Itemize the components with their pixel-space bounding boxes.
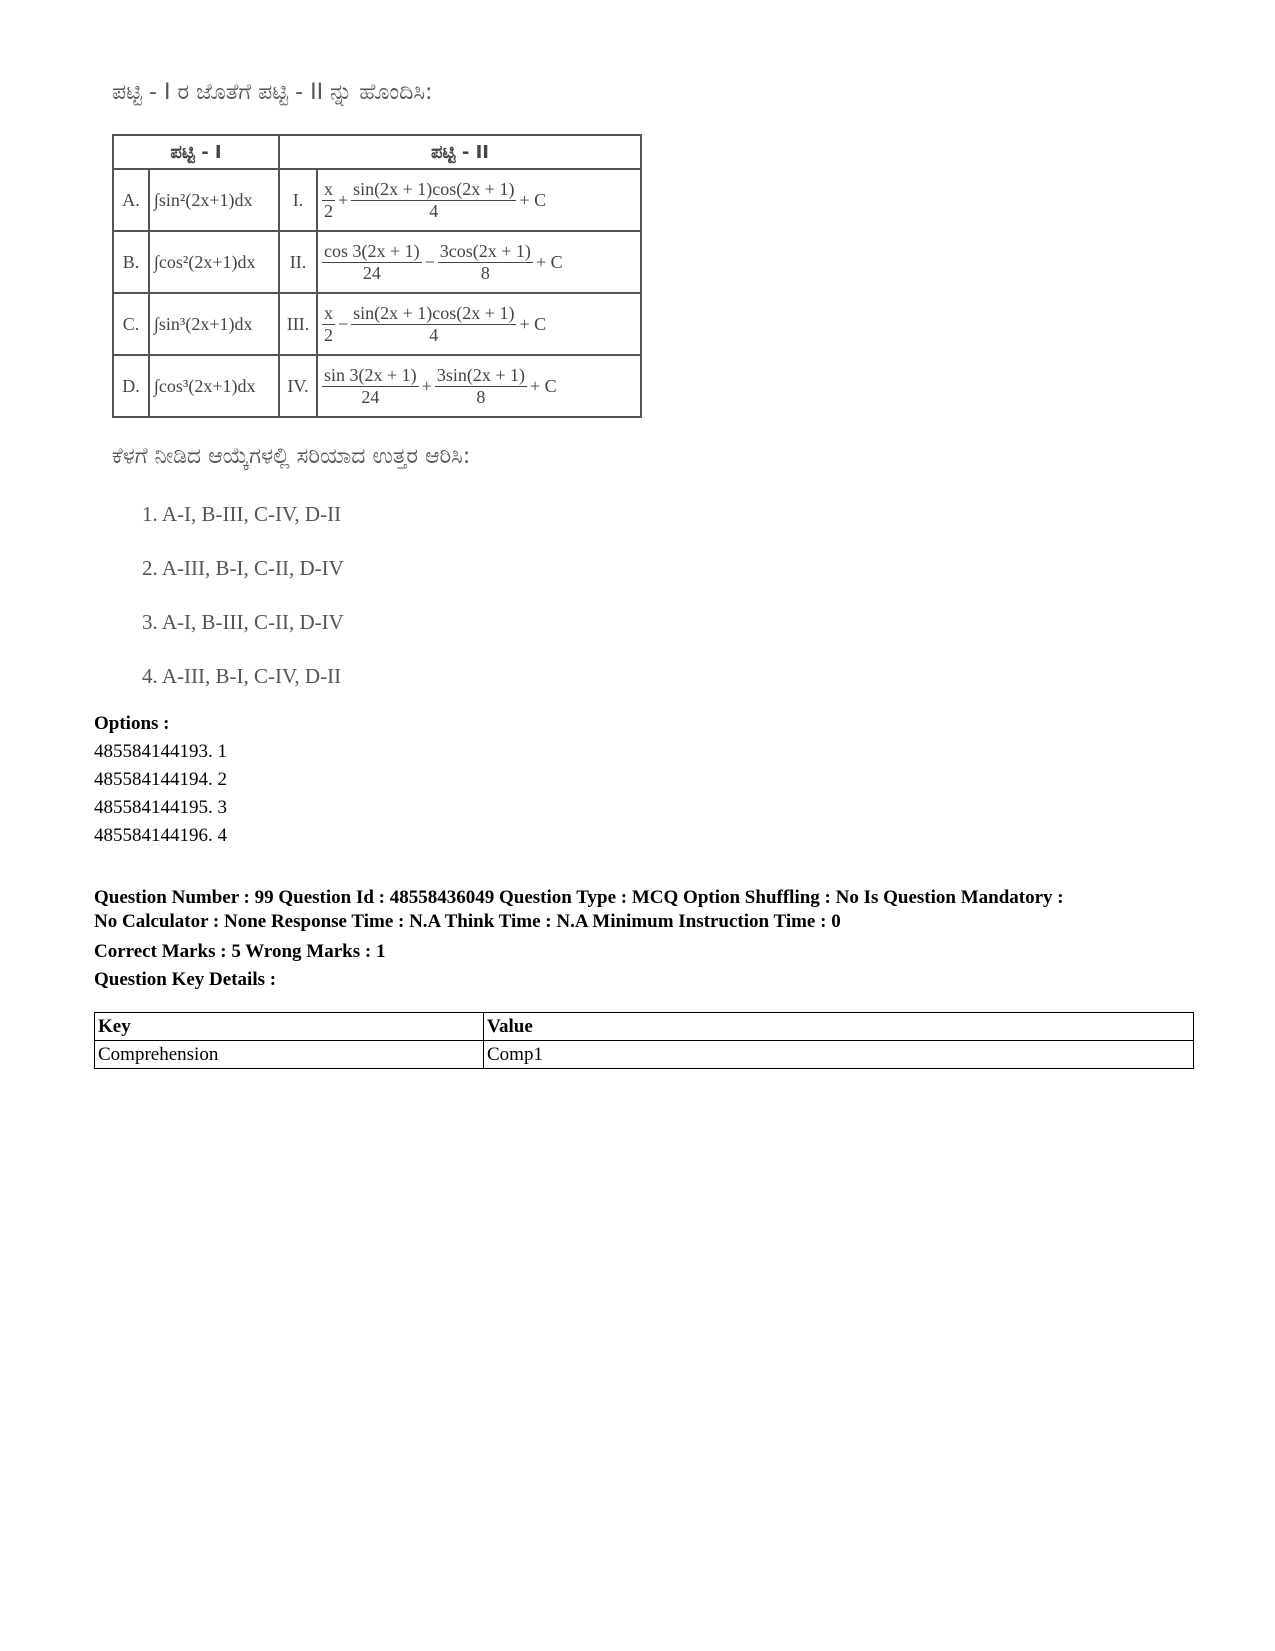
question-heading: ಪಟ್ಟಿ - I ರ ಜೊತೆಗೆ ಪಟ್ಟಿ - II ನ್ನು ಹೊಂದಿಸಿ:: [112, 80, 433, 105]
answer-expression: $\frac{x}{2}$ + $\frac{\sin(2x + 1)\cos(2x + 1)}{4}$ + C: [317, 169, 641, 231]
option-item: 485584144196. 4: [94, 825, 227, 846]
question-meta-line: No Calculator : None Response Time : N.A Think Time : N.A Minimum Instruction Time : 0: [94, 911, 841, 932]
row-label: D.: [113, 355, 149, 417]
roman-numeral: IV.: [279, 355, 317, 417]
integral-expression: ∫sin²(2x+1)dx: [149, 169, 279, 231]
question-image: [112, 80, 652, 703]
key-column-header: Key: [95, 1013, 484, 1041]
marks-line: Correct Marks : 5 Wrong Marks : 1: [94, 941, 386, 962]
roman-numeral: II.: [279, 231, 317, 293]
options-label: Options :: [94, 713, 170, 734]
question-meta-line: Question Number : 99 Question Id : 48558436049 Question Type : MCQ Option Shuffling : No Is Question Mandatory :: [94, 887, 1064, 908]
row-label: A.: [113, 169, 149, 231]
answer-expression: $\frac{\sin 3(2x + 1)}{24}$ + $\frac{3\sin(2x + 1)}{8}$ + C: [317, 355, 641, 417]
row-label: C.: [113, 293, 149, 355]
value-cell: Comp1: [484, 1041, 1194, 1069]
table-row: [95, 1041, 1194, 1069]
key-details-label: Question Key Details :: [94, 969, 277, 990]
answer-choice: 3. A-I, B-III, C-II, D-IV: [142, 610, 344, 634]
key-details-table: [94, 1012, 1194, 1069]
question-instruction: ಕೆಳಗೆ ನೀಡಿದ ಆಯ್ಕೆಗಳಲ್ಲಿ ಸರಿಯಾದ ಉತ್ತರ ಆರಿಸಿ:: [112, 444, 471, 469]
option-item: 485584144193. 1: [94, 741, 227, 762]
table-row: [113, 355, 641, 417]
row-label: B.: [113, 231, 149, 293]
integral-expression: ∫sin³(2x+1)dx: [149, 293, 279, 355]
answer-choice: 4. A-III, B-I, C-IV, D-II: [142, 664, 342, 688]
list-1-header: ಪಟ್ಟಿ - I: [113, 135, 279, 169]
answer-choices: [112, 487, 652, 703]
roman-numeral: I.: [279, 169, 317, 231]
match-table: [112, 134, 642, 418]
answer-choice: 2. A-III, B-I, C-II, D-IV: [142, 556, 344, 580]
option-item: 485584144194. 2: [94, 769, 227, 790]
table-row: [113, 231, 641, 293]
integral-expression: ∫cos³(2x+1)dx: [149, 355, 279, 417]
options-section: [94, 710, 227, 850]
value-column-header: Value: [484, 1013, 1194, 1041]
table-row: [113, 169, 641, 231]
key-cell: Comprehension: [95, 1041, 484, 1069]
answer-expression: $\frac{x}{2}$ − $\frac{\sin(2x + 1)\cos(2x + 1)}{4}$ + C: [317, 293, 641, 355]
list-2-header: ಪಟ್ಟಿ - II: [279, 135, 641, 169]
table-row: [113, 293, 641, 355]
integral-expression: ∫cos²(2x+1)dx: [149, 231, 279, 293]
answer-expression: $\frac{\cos 3(2x + 1)}{24}$ − $\frac{3\cos(2x + 1)}{8}$ + C: [317, 231, 641, 293]
roman-numeral: III.: [279, 293, 317, 355]
question-meta: [94, 886, 1064, 994]
option-item: 485584144195. 3: [94, 797, 227, 818]
answer-choice: 1. A-I, B-III, C-IV, D-II: [142, 502, 342, 526]
